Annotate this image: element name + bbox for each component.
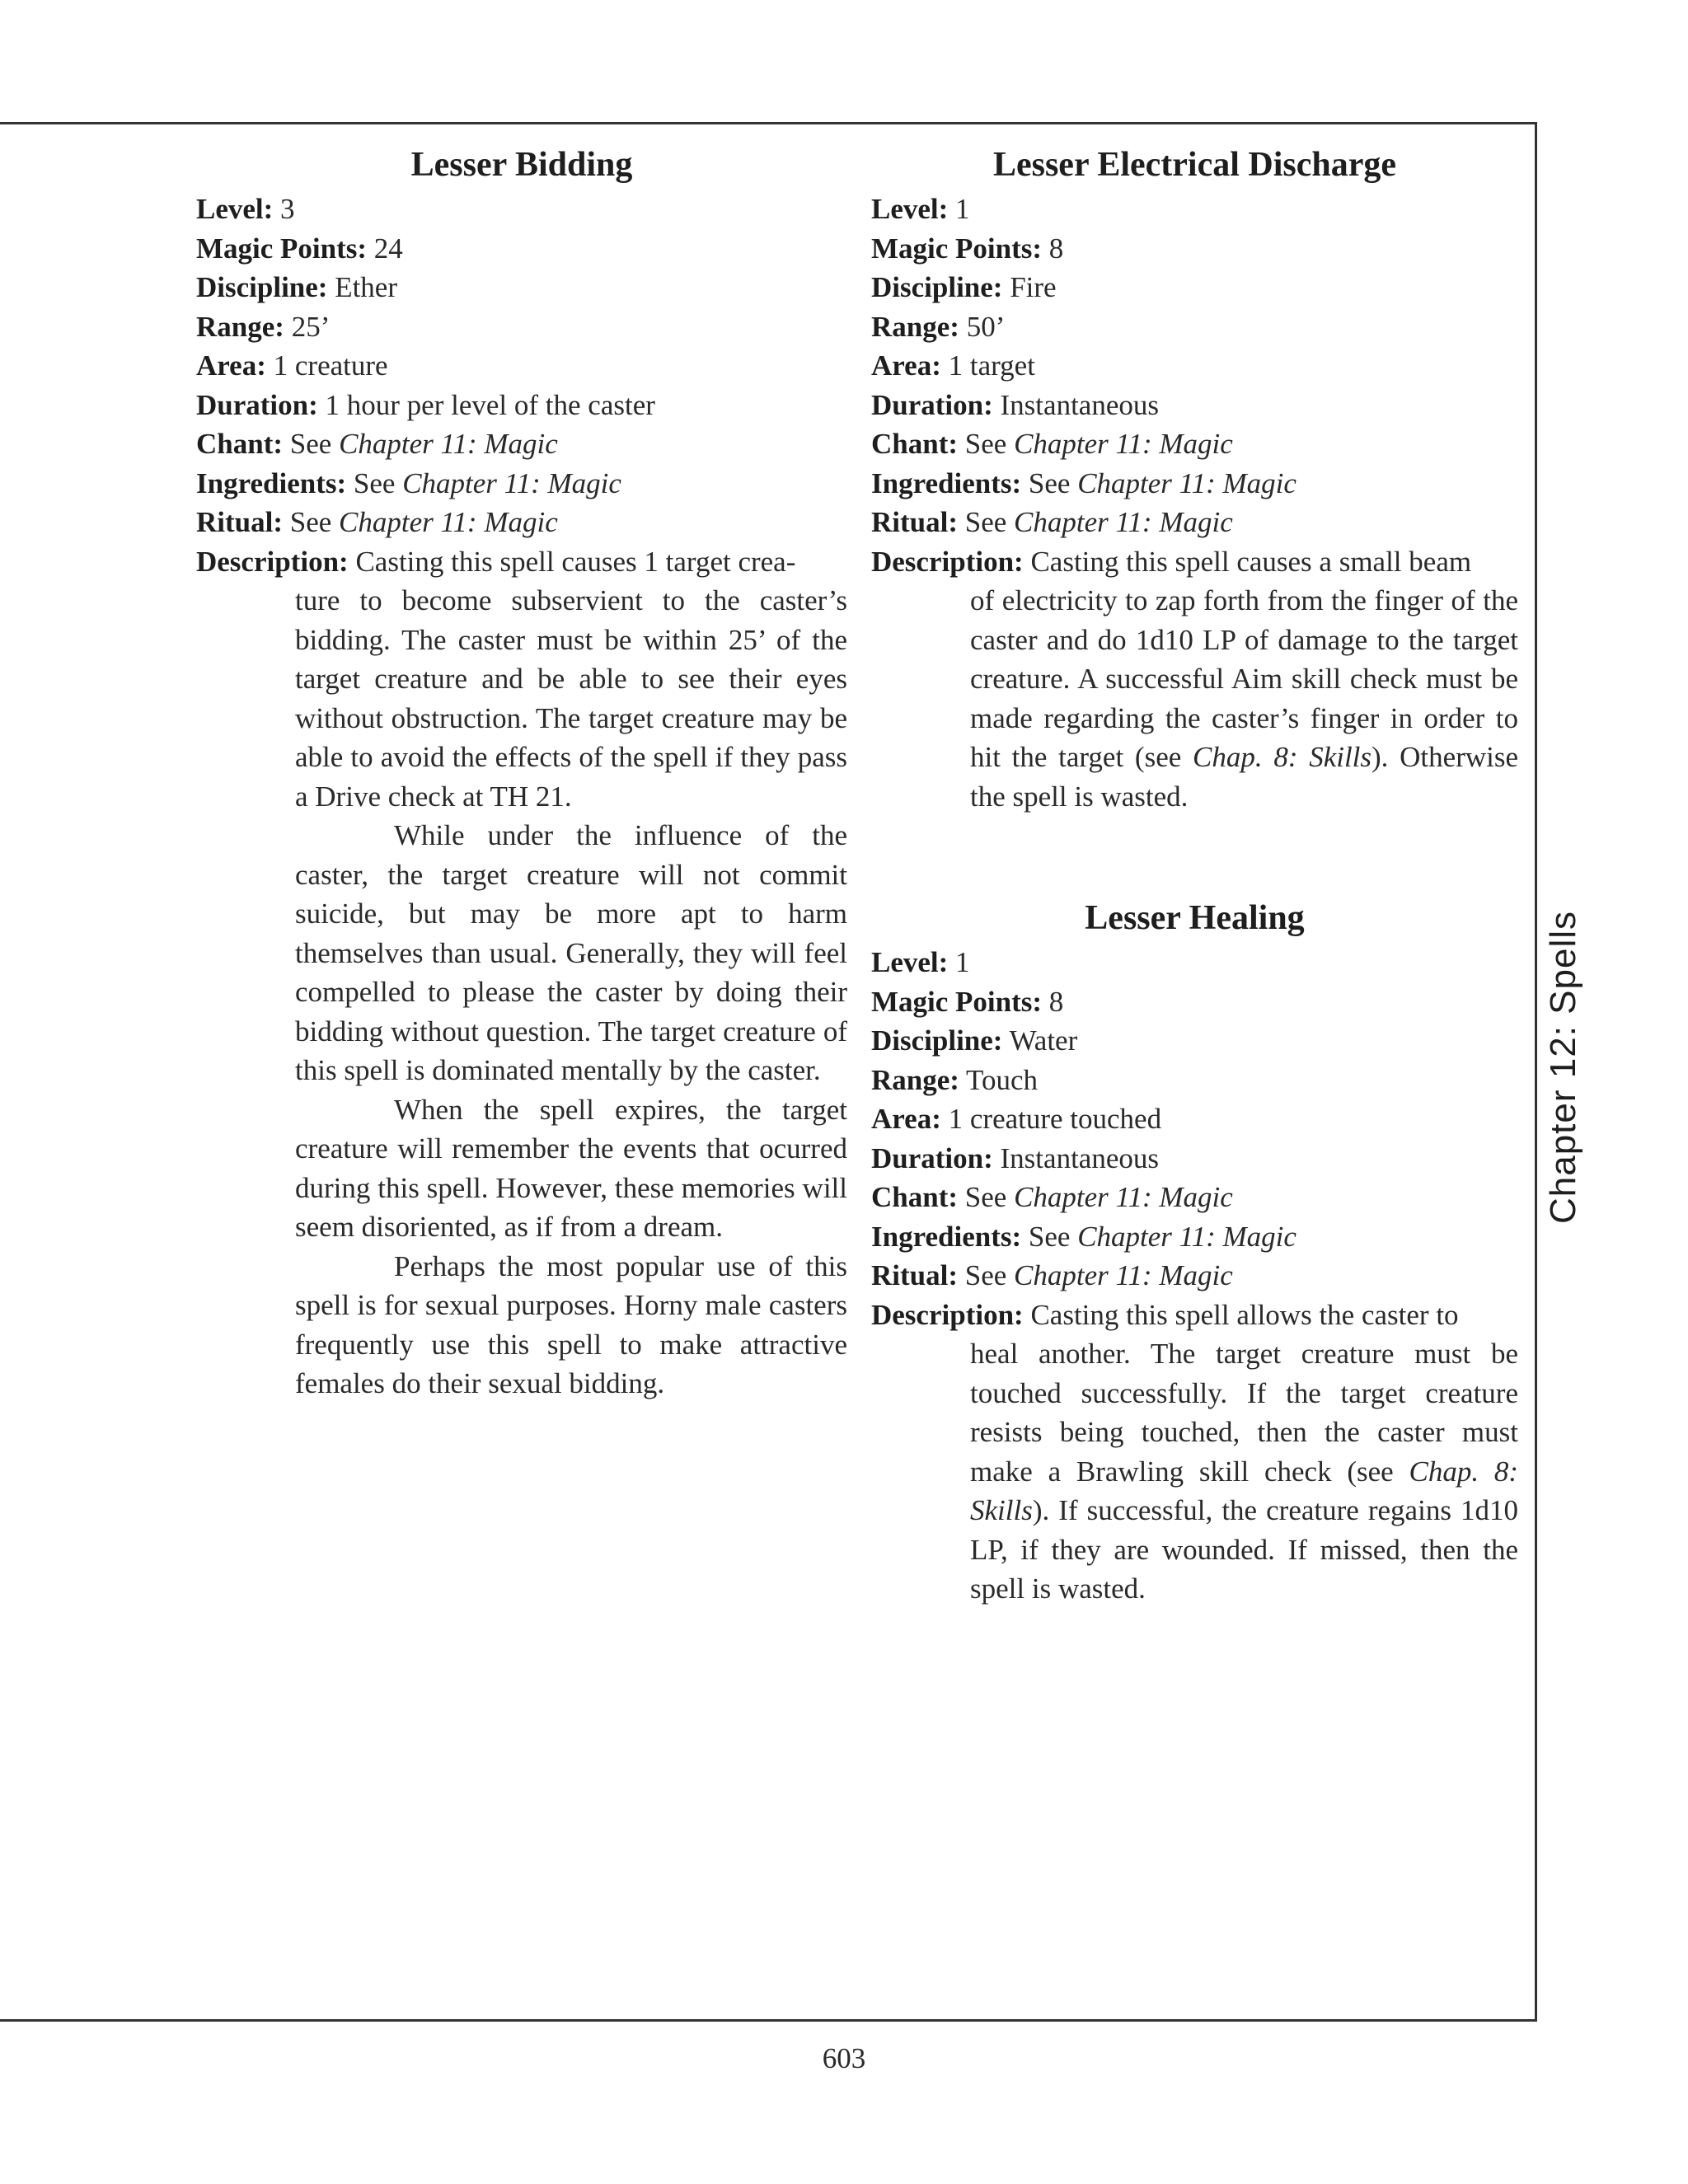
stat-ingredients: Ingredients: See Chapter 11: Magic: [871, 1220, 1296, 1253]
description-head: Description: Casting this spell causes 1 target crea-: [196, 545, 796, 578]
chapter-side-label: Chapter 12: Spells: [1543, 911, 1583, 1224]
description-paragraph: When the spell expires, the target creature will remember the events that ocurred during this spell. However, these memories will seem disoriented, as if from a dream.: [295, 1093, 847, 1243]
stat-ingredients: Ingredients: See Chapter 11: Magic: [871, 466, 1296, 499]
stat-range: Range: Touch: [871, 1063, 1039, 1096]
stat-area: Area: 1 target: [871, 349, 1035, 382]
description-body: [970, 581, 1518, 816]
spell-title-lesser-healing: Lesser Healing: [1085, 899, 1305, 937]
left-column: [196, 142, 847, 1404]
description-head: Description: Casting this spell causes a small beam: [871, 545, 1472, 578]
stat-duration: Duration: Instantaneous: [871, 388, 1159, 421]
description-paragraph: heal another. The target creature must be touched successfully. If the target creature resists being touched, then the caster must make a Brawling skill check (see Chap. 8: Skills). If successful, the creature regains 1d10 LP, if they are wounded. If missed, then the spell is wasted.: [970, 1338, 1518, 1605]
stat-ritual: Ritual: See Chapter 11: Magic: [871, 1259, 1233, 1291]
stat-duration: Duration: 1 hour per level of the caster: [196, 388, 655, 421]
stat-range: Range: 50’: [871, 310, 1006, 343]
stat-magic-points: Magic Points: 8: [871, 985, 1064, 1018]
stat-discipline: Discipline: Ether: [196, 271, 397, 303]
stat-area: Area: 1 creature touched: [871, 1103, 1162, 1135]
spell-title-lesser-bidding: Lesser Bidding: [410, 146, 633, 184]
description-body: [970, 1334, 1518, 1609]
stat-duration: Duration: Instantaneous: [871, 1141, 1159, 1174]
page-number: 603: [822, 2042, 866, 2074]
description-paragraph: While under the influence of the caster, the target creature will not commit suicide, but may be more apt to harm themselves than usual. Generally, they will feel compelled to please the caster by doing their bidding without question. The target creature of this spell is dominated mentally by the caster.: [295, 819, 847, 1086]
description-head: Description: Casting this spell allows the caster to: [871, 1298, 1459, 1331]
stat-ritual: Ritual: See Chapter 11: Magic: [196, 506, 558, 538]
description-paragraph: Perhaps the most popular use of this spell is for sexual purposes. Horny male casters frequently use this spell to make attractive females do their sexual bidding.: [295, 1249, 847, 1399]
description-body: [295, 581, 847, 1404]
stat-area: Area: 1 creature: [196, 349, 388, 382]
stat-discipline: Discipline: Water: [871, 1024, 1078, 1057]
right-column: [871, 142, 1518, 1609]
stat-chant: Chant: See Chapter 11: Magic: [196, 428, 558, 460]
stat-range: Range: 25’: [196, 310, 331, 343]
stat-ingredients: Ingredients: See Chapter 11: Magic: [196, 466, 621, 499]
stat-chant: Chant: See Chapter 11: Magic: [871, 428, 1233, 460]
stat-ritual: Ritual: See Chapter 11: Magic: [871, 506, 1233, 538]
description-paragraph: of electricity to zap forth from the finger of the caster and do 1d10 LP of damage to the target creature. A successful Aim skill check must be made regarding the caster’s finger in order to hit the target (see Chap. 8: Skills). Otherwise the spell is wasted.: [970, 584, 1519, 813]
stat-level: Level: 3: [196, 193, 295, 225]
stat-magic-points: Magic Points: 8: [871, 232, 1064, 265]
stat-magic-points: Magic Points: 24: [196, 232, 403, 265]
stat-level: Level: 1: [871, 946, 970, 978]
stat-chant: Chant: See Chapter 11: Magic: [871, 1181, 1233, 1213]
stat-level: Level: 1: [871, 193, 970, 225]
spell-title-lesser-electrical-discharge: Lesser Electrical Discharge: [992, 146, 1397, 184]
description-paragraph: ture to become subservient to the caster’s bidding. The caster must be within 25’ of the target creature and be able to see their eyes without obstruction. The target creature may be able to avoid the effects of the spell if they pass a Drive check at TH 21.: [295, 584, 847, 813]
stat-discipline: Discipline: Fire: [871, 271, 1057, 303]
section-spacer: [871, 816, 1518, 895]
